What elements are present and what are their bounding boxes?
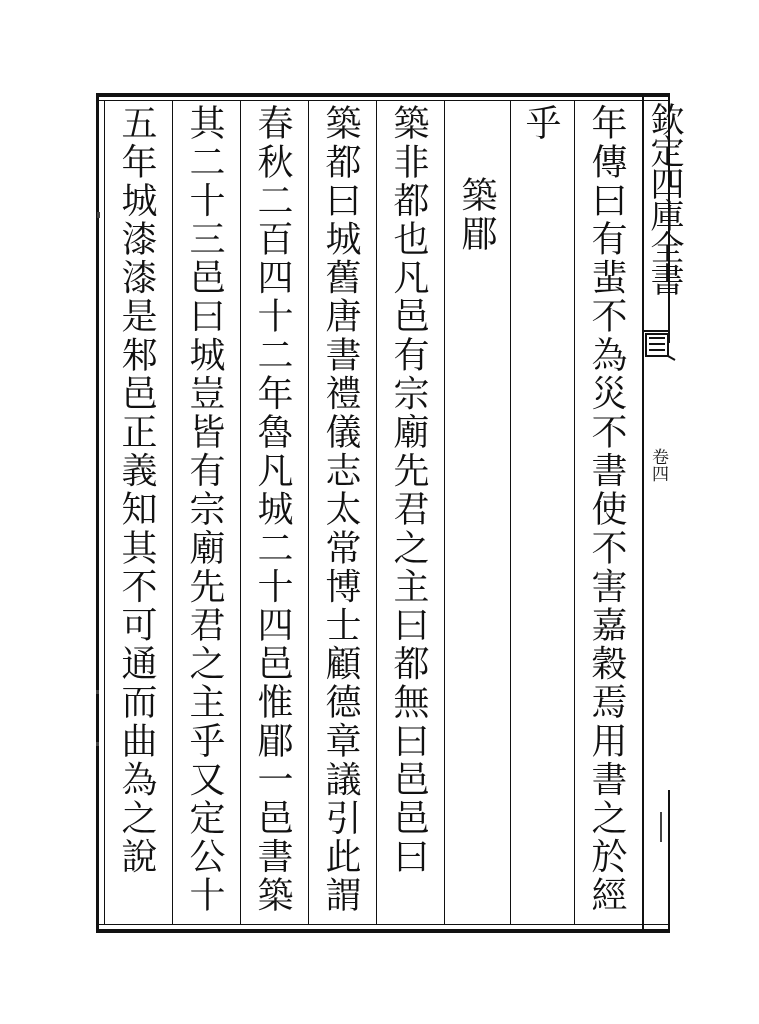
column-divider: [172, 100, 173, 925]
column-divider: [376, 100, 377, 925]
text-column-3-heading: 築郿: [456, 176, 497, 254]
text-column-4: 築非都也凡邑有宗廟先君之主曰都無曰邑邑曰: [388, 104, 429, 876]
text-column-6: 春秋二百四十二年魯凡城二十四邑惟郿一邑書築: [252, 104, 293, 915]
column-divider: [444, 100, 445, 925]
scan-speck: [660, 812, 662, 842]
text-column-7: 其二十三邑曰城豈皆有宗廟先君之主乎又定公十: [184, 104, 225, 915]
left-border-inner: [104, 100, 105, 925]
left-border: [96, 93, 99, 933]
fishtail-mark-icon: [644, 332, 676, 362]
text-column-2: 乎: [520, 104, 561, 143]
margin-strip-right-border-lower: [668, 790, 670, 933]
bottom-border-thick: [96, 929, 670, 933]
text-column-5: 築都曰城舊唐書禮儀志太常博士顧德章議引此謂: [320, 104, 361, 915]
text-column-1: 年傳曰有蜚不為災不書使不害嘉穀焉用書之於經: [586, 104, 627, 915]
top-border-thin: [96, 100, 670, 101]
scan-speck: [96, 742, 99, 746]
margin-title: 欽定四庫全書: [644, 102, 684, 294]
column-divider: [308, 100, 309, 925]
margin-volume: 卷四: [648, 448, 668, 482]
scan-speck: [97, 212, 100, 218]
column-divider: [574, 100, 575, 925]
bottom-border-thin: [96, 924, 670, 925]
column-divider: [240, 100, 241, 925]
scan-speck: [96, 690, 99, 694]
text-column-8: 五年城漆漆是邾邑正義知其不可通而曲為之說: [116, 104, 157, 876]
column-divider: [510, 100, 511, 925]
top-border-thick: [96, 93, 670, 97]
